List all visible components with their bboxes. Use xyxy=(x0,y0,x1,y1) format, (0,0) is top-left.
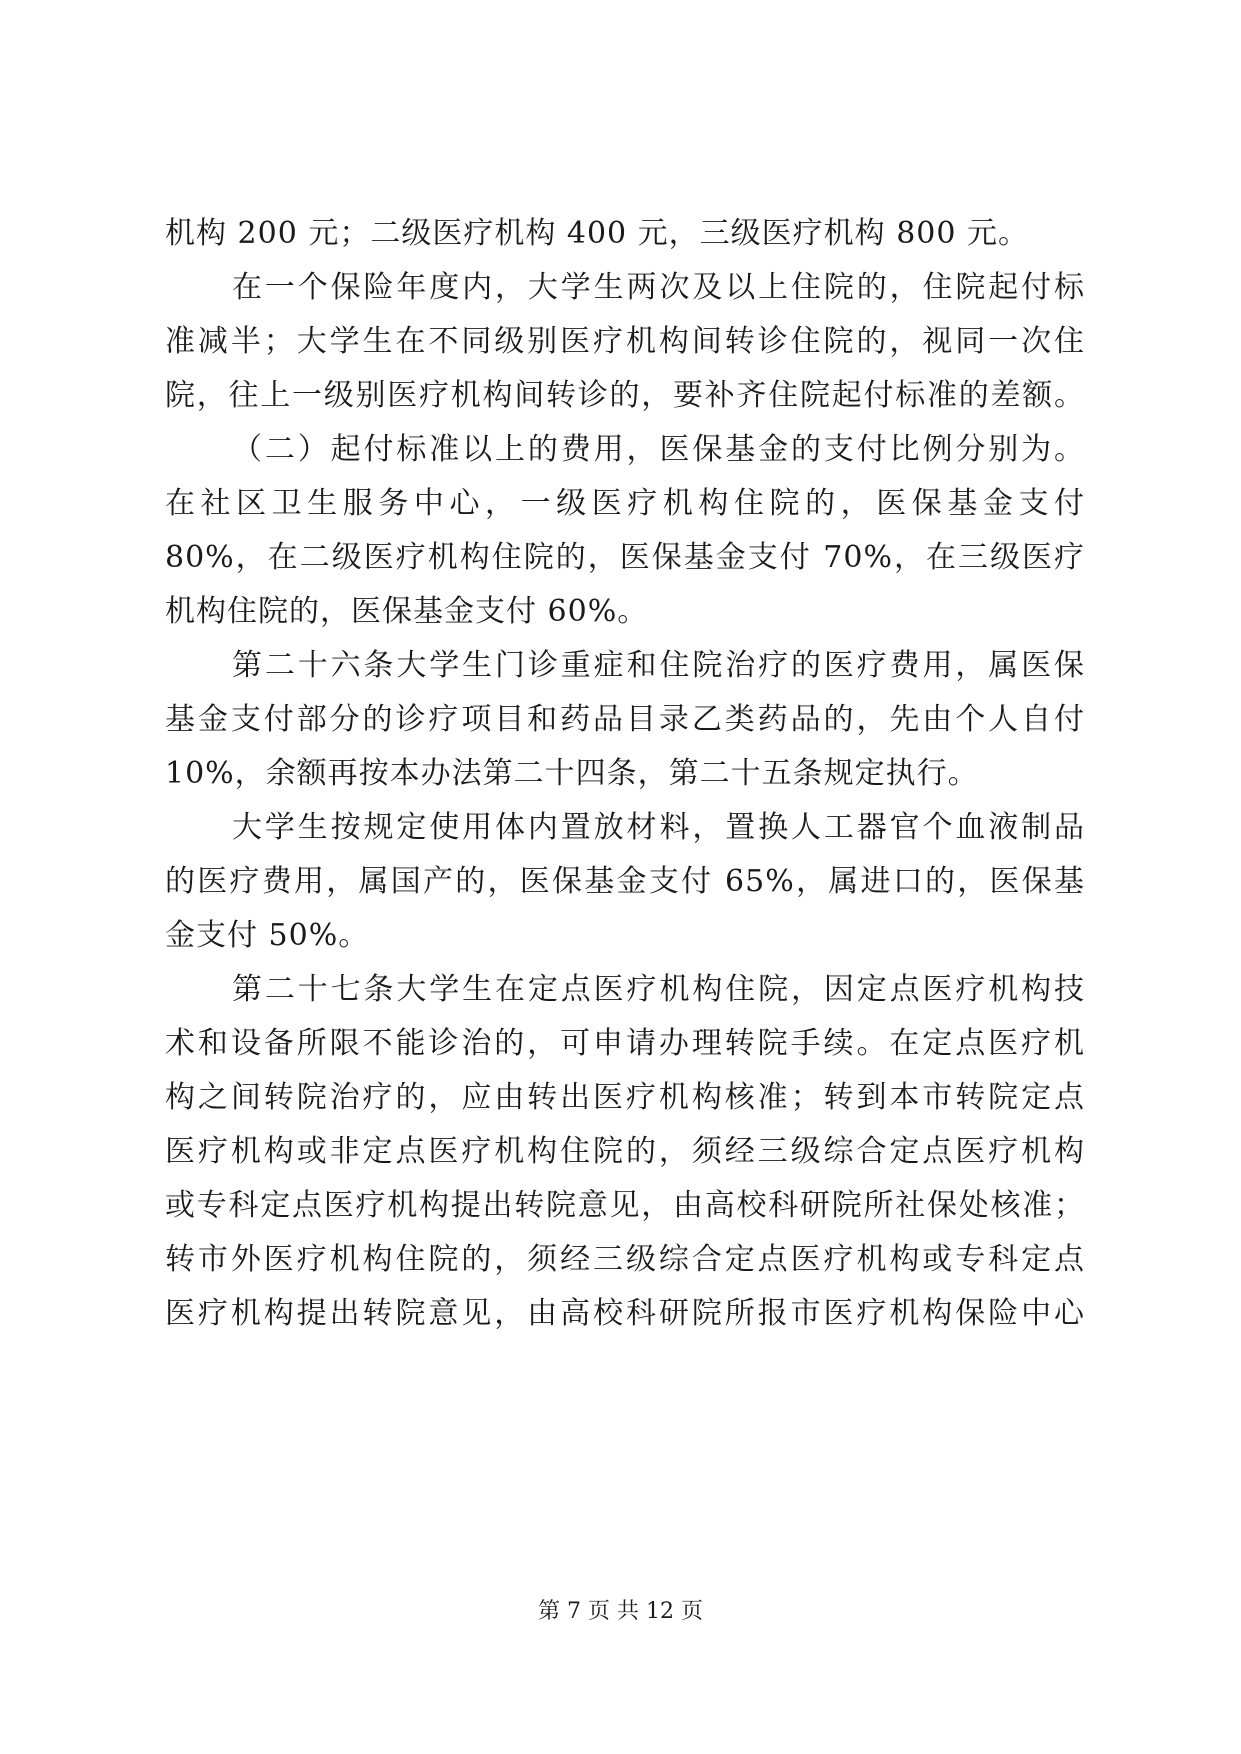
text-line-3: 准减半；大学生在不同级别医疗机构间转诊住院的，视同一次住 xyxy=(165,324,1085,359)
text-line-18: 医疗机构或非定点医疗机构住院的，须经三级综合定点医疗机构 xyxy=(165,1134,1085,1169)
page-footer: 第 7 页 共 12 页 xyxy=(538,1599,703,1624)
text-line-17: 构之间转院治疗的，应由转出医疗机构核准；转到本市转院定点 xyxy=(165,1080,1085,1115)
text-line-15: 第二十七条大学生在定点医疗机构住院，因定点医疗机构技 xyxy=(232,972,1085,1007)
text-line-7: 80%，在二级医疗机构住院的，医保基金支付 70%，在三级医疗 xyxy=(165,540,1085,575)
text-line-1: 机构 200 元；二级医疗机构 400 元，三级医疗机构 800 元。 xyxy=(165,216,1029,251)
text-line-9: 第二十六条大学生门诊重症和住院治疗的医疗费用，属医保 xyxy=(232,648,1085,683)
text-line-21: 医疗机构提出转院意见，由高校科研院所报市医疗机构保险中心 xyxy=(165,1296,1085,1331)
text-line-14: 金支付 50%。 xyxy=(165,918,370,953)
text-line-16: 术和设备所限不能诊治的，可申请办理转院手续。在定点医疗机 xyxy=(165,1026,1085,1061)
text-line-20: 转市外医疗机构住院的，须经三级综合定点医疗机构或专科定点 xyxy=(165,1242,1085,1277)
text-line-10: 基金支付部分的诊疗项目和药品目录乙类药品的，先由个人自付 xyxy=(165,702,1085,737)
text-line-12: 大学生按规定使用体内置放材料，置换人工器官个血液制品 xyxy=(232,810,1085,845)
text-line-4: 院，往上一级别医疗机构间转诊的，要补齐住院起付标准的差额。 xyxy=(165,378,1085,413)
text-line-19: 或专科定点医疗机构提出转院意见，由高校科研院所社保处核准； xyxy=(165,1188,1085,1223)
text-line-5: （二）起付标准以上的费用，医保基金的支付比例分别为。 xyxy=(232,432,1085,467)
text-line-2: 在一个保险年度内，大学生两次及以上住院的，住院起付标 xyxy=(232,270,1085,305)
text-line-6: 在社区卫生服务中心，一级医疗机构住院的，医保基金支付 xyxy=(165,486,1085,521)
text-line-13: 的医疗费用，属国产的，医保基金支付 65%，属进口的，医保基 xyxy=(165,864,1085,899)
text-line-8: 机构住院的，医保基金支付 60%。 xyxy=(165,594,649,629)
text-line-11: 10%，余额再按本办法第二十四条，第二十五条规定执行。 xyxy=(165,756,979,791)
